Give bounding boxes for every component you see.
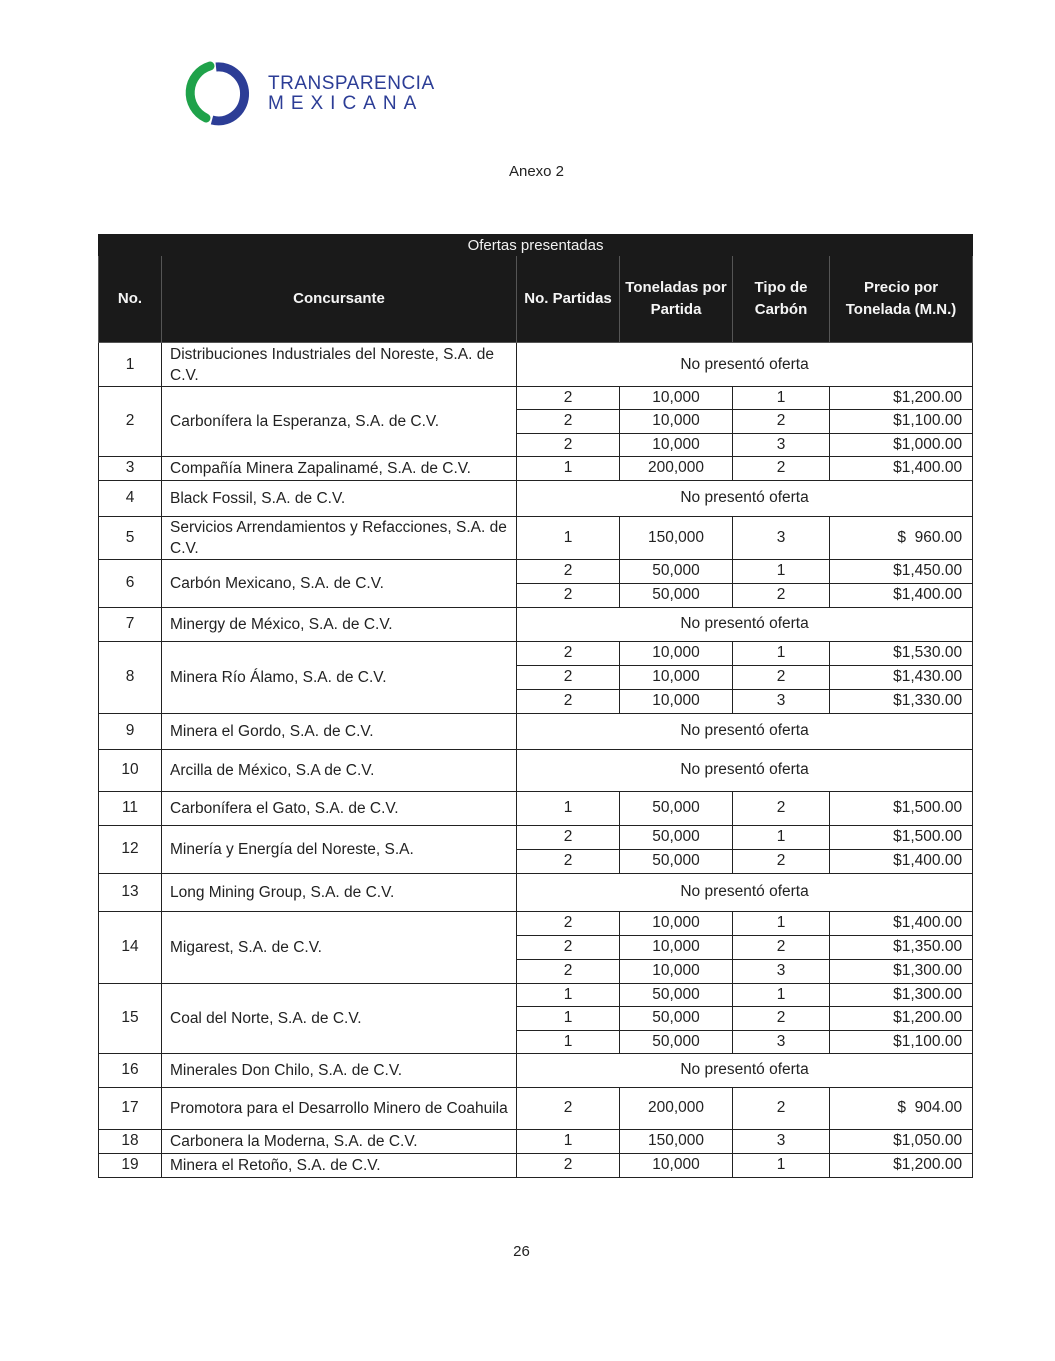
- row-number: 6: [99, 559, 162, 607]
- toneladas-cell: 10,000: [620, 641, 733, 665]
- tipo-carbon-cell: 3: [733, 1129, 830, 1153]
- tipo-carbon-cell: 2: [733, 791, 830, 825]
- partidas-cell: 1: [517, 1030, 620, 1053]
- partidas-cell: 2: [517, 559, 620, 583]
- toneladas-cell: 50,000: [620, 559, 733, 583]
- table-row: [99, 1129, 973, 1153]
- row-number: 14: [99, 911, 162, 983]
- partidas-cell: 2: [517, 935, 620, 959]
- precio-cell: $ 904.00: [830, 1087, 973, 1129]
- bidder-name: Servicios Arrendamientos y Refacciones, S.A. de C.V.: [162, 516, 517, 559]
- tipo-carbon-cell: 1: [733, 911, 830, 935]
- row-number: 7: [99, 607, 162, 641]
- precio-cell: $1,200.00: [830, 1153, 973, 1177]
- offers-table: [98, 234, 973, 1178]
- precio-cell: $1,400.00: [830, 849, 973, 873]
- table-row: [99, 343, 973, 387]
- bidder-name: Minera Río Álamo, S.A. de C.V.: [162, 641, 517, 713]
- table-row: [99, 607, 973, 641]
- toneladas-cell: 10,000: [620, 665, 733, 689]
- tipo-carbon-cell: 1: [733, 983, 830, 1006]
- toneladas-cell: 10,000: [620, 387, 733, 410]
- bidder-name: Minería y Energía del Noreste, S.A.: [162, 825, 517, 873]
- tipo-carbon-cell: 2: [733, 849, 830, 873]
- precio-cell: $1,000.00: [830, 433, 973, 456]
- row-number: 18: [99, 1129, 162, 1153]
- tipo-carbon-cell: 1: [733, 1153, 830, 1177]
- toneladas-cell: 50,000: [620, 1007, 733, 1030]
- table-row: [99, 641, 973, 665]
- table-row: [99, 1153, 973, 1177]
- toneladas-cell: 10,000: [620, 410, 733, 433]
- precio-cell: $1,200.00: [830, 1007, 973, 1030]
- bidder-name: Distribuciones Industriales del Noreste, S.A. de C.V.: [162, 343, 517, 387]
- precio-cell: $1,200.00: [830, 387, 973, 410]
- logo-line-1: TRANSPARENCIA: [268, 73, 435, 94]
- partidas-cell: 1: [517, 1007, 620, 1030]
- partidas-cell: 2: [517, 1087, 620, 1129]
- row-number: 15: [99, 983, 162, 1053]
- bidder-name: Minera el Retoño, S.A. de C.V.: [162, 1153, 517, 1177]
- toneladas-cell: 10,000: [620, 959, 733, 983]
- row-number: 8: [99, 641, 162, 713]
- tipo-carbon-cell: 3: [733, 516, 830, 559]
- toneladas-cell: 50,000: [620, 825, 733, 849]
- partidas-cell: 2: [517, 641, 620, 665]
- toneladas-cell: 50,000: [620, 849, 733, 873]
- no-offer-label: No presentó oferta: [517, 343, 973, 387]
- tipo-carbon-cell: 1: [733, 559, 830, 583]
- partidas-cell: 1: [517, 1129, 620, 1153]
- partidas-cell: 2: [517, 410, 620, 433]
- tipo-carbon-cell: 2: [733, 1087, 830, 1129]
- precio-cell: $1,050.00: [830, 1129, 973, 1153]
- toneladas-cell: 50,000: [620, 791, 733, 825]
- bidder-name: Long Mining Group, S.A. de C.V.: [162, 873, 517, 911]
- partidas-cell: 2: [517, 825, 620, 849]
- bidder-name: Carbonífera la Esperanza, S.A. de C.V.: [162, 387, 517, 457]
- logo-wordmark: [268, 74, 435, 114]
- bidder-name: Carbón Mexicano, S.A. de C.V.: [162, 559, 517, 607]
- precio-cell: $1,400.00: [830, 583, 973, 607]
- table-row: [99, 713, 973, 749]
- row-number: 10: [99, 749, 162, 791]
- toneladas-cell: 200,000: [620, 456, 733, 480]
- precio-cell: $1,500.00: [830, 791, 973, 825]
- table-row: [99, 559, 973, 583]
- row-number: 9: [99, 713, 162, 749]
- tipo-carbon-cell: 3: [733, 433, 830, 456]
- column-header-precio: Precio por Tonelada (M.N.): [830, 256, 973, 343]
- precio-cell: $1,400.00: [830, 911, 973, 935]
- toneladas-cell: 50,000: [620, 983, 733, 1006]
- toneladas-cell: 10,000: [620, 911, 733, 935]
- precio-cell: $1,530.00: [830, 641, 973, 665]
- tipo-carbon-cell: 2: [733, 456, 830, 480]
- precio-cell: $1,330.00: [830, 689, 973, 713]
- precio-cell: $1,300.00: [830, 983, 973, 1006]
- precio-cell: $1,300.00: [830, 959, 973, 983]
- bidder-name: Black Fossil, S.A. de C.V.: [162, 480, 517, 516]
- tipo-carbon-cell: 3: [733, 689, 830, 713]
- toneladas-cell: 10,000: [620, 689, 733, 713]
- table-row: [99, 387, 973, 410]
- partidas-cell: 2: [517, 689, 620, 713]
- bidder-name: Minerales Don Chilo, S.A. de C.V.: [162, 1053, 517, 1087]
- precio-cell: $1,430.00: [830, 665, 973, 689]
- bidder-name: Minergy de México, S.A. de C.V.: [162, 607, 517, 641]
- bidder-name: Arcilla de México, S.A de C.V.: [162, 749, 517, 791]
- no-offer-label: No presentó oferta: [517, 713, 973, 749]
- partidas-cell: 2: [517, 911, 620, 935]
- no-offer-label: No presentó oferta: [517, 1053, 973, 1087]
- row-number: 4: [99, 480, 162, 516]
- table-row: [99, 1053, 973, 1087]
- toneladas-cell: 10,000: [620, 1153, 733, 1177]
- precio-cell: $1,100.00: [830, 1030, 973, 1053]
- column-header-toneladas: Toneladas por Partida: [620, 256, 733, 343]
- partidas-cell: 1: [517, 791, 620, 825]
- tipo-carbon-cell: 1: [733, 641, 830, 665]
- partidas-cell: 2: [517, 583, 620, 607]
- row-number: 2: [99, 387, 162, 457]
- tipo-carbon-cell: 1: [733, 825, 830, 849]
- tipo-carbon-cell: 1: [733, 387, 830, 410]
- no-offer-label: No presentó oferta: [517, 749, 973, 791]
- logo-line-2: MEXICANA: [268, 93, 424, 114]
- precio-cell: $1,400.00: [830, 456, 973, 480]
- toneladas-cell: 10,000: [620, 433, 733, 456]
- row-number: 19: [99, 1153, 162, 1177]
- column-header-partidas: No. Partidas: [517, 256, 620, 343]
- precio-cell: $1,350.00: [830, 935, 973, 959]
- toneladas-cell: 50,000: [620, 1030, 733, 1053]
- toneladas-cell: 50,000: [620, 583, 733, 607]
- annex-title: Anexo 2: [508, 163, 565, 180]
- column-header-no: No.: [99, 256, 162, 343]
- partidas-cell: 2: [517, 1153, 620, 1177]
- table-row: [99, 1087, 973, 1129]
- partidas-cell: 2: [517, 665, 620, 689]
- partidas-cell: 1: [517, 983, 620, 1006]
- table-row: [99, 825, 973, 849]
- column-header-tipo-carbon: Tipo de Carbón: [733, 256, 830, 343]
- toneladas-cell: 150,000: [620, 1129, 733, 1153]
- tipo-carbon-cell: 2: [733, 935, 830, 959]
- row-number: 13: [99, 873, 162, 911]
- table-row: [99, 749, 973, 791]
- page-number: 26: [513, 1243, 530, 1260]
- table-row: [99, 911, 973, 935]
- row-number: 3: [99, 456, 162, 480]
- row-number: 12: [99, 825, 162, 873]
- bidder-name: Compañía Minera Zapalinamé, S.A. de C.V.: [162, 456, 517, 480]
- table-row: [99, 983, 973, 1006]
- row-number: 16: [99, 1053, 162, 1087]
- partidas-cell: 2: [517, 849, 620, 873]
- partidas-cell: 1: [517, 456, 620, 480]
- precio-cell: $1,450.00: [830, 559, 973, 583]
- table-body: [99, 343, 973, 1178]
- no-offer-label: No presentó oferta: [517, 480, 973, 516]
- bidder-name: Minera el Gordo, S.A. de C.V.: [162, 713, 517, 749]
- bidder-name: Migarest, S.A. de C.V.: [162, 911, 517, 983]
- precio-cell: $ 960.00: [830, 516, 973, 559]
- toneladas-cell: 200,000: [620, 1087, 733, 1129]
- toneladas-cell: 150,000: [620, 516, 733, 559]
- table-row: [99, 516, 973, 559]
- bidder-name: Carbonera la Moderna, S.A. de C.V.: [162, 1129, 517, 1153]
- table-row: [99, 791, 973, 825]
- precio-cell: $1,100.00: [830, 410, 973, 433]
- bidder-name: Coal del Norte, S.A. de C.V.: [162, 983, 517, 1053]
- partidas-cell: 1: [517, 516, 620, 559]
- tipo-carbon-cell: 2: [733, 1007, 830, 1030]
- tipo-carbon-cell: 3: [733, 959, 830, 983]
- partidas-cell: 2: [517, 433, 620, 456]
- tipo-carbon-cell: 3: [733, 1030, 830, 1053]
- tipo-carbon-cell: 2: [733, 583, 830, 607]
- toneladas-cell: 10,000: [620, 935, 733, 959]
- column-header-concursante: Concursante: [162, 256, 517, 343]
- row-number: 1: [99, 343, 162, 387]
- partidas-cell: 2: [517, 959, 620, 983]
- bidder-name: Promotora para el Desarrollo Minero de Coahuila: [162, 1087, 517, 1129]
- table-row: [99, 480, 973, 516]
- no-offer-label: No presentó oferta: [517, 873, 973, 911]
- table-row: [99, 456, 973, 480]
- tipo-carbon-cell: 2: [733, 665, 830, 689]
- tipo-carbon-cell: 2: [733, 410, 830, 433]
- row-number: 11: [99, 791, 162, 825]
- row-number: 5: [99, 516, 162, 559]
- partidas-cell: 2: [517, 387, 620, 410]
- row-number: 17: [99, 1087, 162, 1129]
- bidder-name: Carbonífera el Gato, S.A. de C.V.: [162, 791, 517, 825]
- table-title: Ofertas presentadas: [99, 235, 973, 256]
- precio-cell: $1,500.00: [830, 825, 973, 849]
- table-row: [99, 873, 973, 911]
- logo-ring-icon: [180, 58, 260, 128]
- no-offer-label: No presentó oferta: [517, 607, 973, 641]
